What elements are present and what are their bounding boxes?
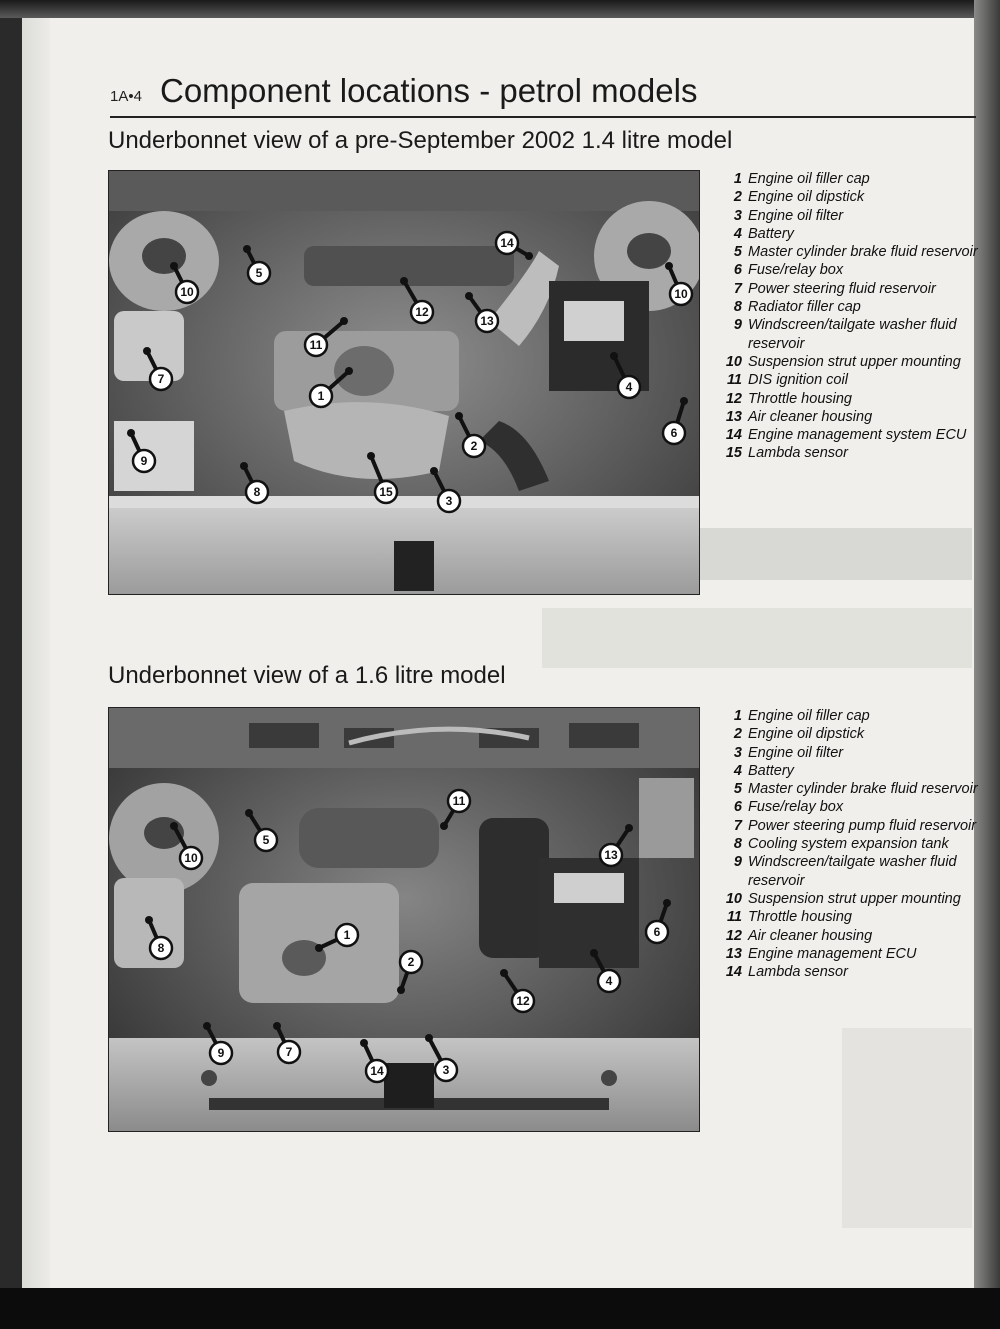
- legend-item: [718, 725, 980, 743]
- callout-number: 5: [262, 833, 270, 847]
- legend-item: [718, 225, 980, 243]
- legend-label: Suspension strut upper mounting: [748, 890, 961, 907]
- legend-number: 3: [733, 207, 742, 224]
- legend-item: [718, 927, 980, 945]
- legend-label: Cooling system expansion tank: [748, 836, 949, 853]
- legend-number: 5: [733, 781, 742, 798]
- callout-arrow-head: [367, 452, 375, 460]
- callout-arrow-head: [340, 317, 348, 325]
- legend-item: [718, 243, 980, 261]
- legend-label: Air cleaner housing: [748, 927, 873, 944]
- legend-label: Suspension strut upper mounting: [748, 353, 961, 370]
- legend-label: Engine oil filler cap: [748, 171, 870, 187]
- page-reference: 1A•4: [110, 88, 142, 105]
- callout-arrow-head: [610, 352, 618, 360]
- callout-number: 4: [605, 974, 613, 988]
- callout-number: 11: [309, 338, 323, 352]
- legend-label: Lambda sensor: [748, 964, 848, 981]
- legend-number: 13: [725, 945, 742, 962]
- show-through-band: [542, 608, 972, 668]
- legend-1: [718, 170, 980, 463]
- callout-number: 3: [445, 494, 453, 508]
- callout-number: 7: [285, 1045, 293, 1059]
- legend-item: [718, 744, 980, 762]
- legend-number: 6: [733, 799, 742, 816]
- legend-number: 14: [725, 964, 742, 981]
- callout-arrow-head: [315, 944, 323, 952]
- legend-number: 11: [726, 372, 742, 389]
- callout-arrow-head: [525, 252, 533, 260]
- legend-label: Engine management system ECU: [748, 427, 967, 444]
- legend-item: [718, 261, 980, 279]
- legend-label: Power steering fluid reservoir: [748, 280, 936, 297]
- legend-label: Windscreen/tailgate washer fluid reservoir: [748, 317, 957, 352]
- legend-item: [718, 444, 980, 462]
- callout-number: 15: [379, 485, 393, 499]
- legend-label: Lambda sensor: [748, 445, 848, 462]
- callout-number: 14: [370, 1064, 384, 1078]
- legend-number: 10: [725, 353, 742, 370]
- legend-label: Battery: [748, 762, 794, 779]
- callout-arrow-head: [143, 347, 151, 355]
- callout-number: 2: [470, 439, 478, 453]
- legend-number: 7: [733, 817, 742, 834]
- callout-number: 1: [343, 928, 351, 942]
- callout-arrow-head: [465, 292, 473, 300]
- legend-item: [718, 426, 980, 444]
- legend-label: Engine oil dipstick: [748, 189, 865, 206]
- callout-arrow-head: [665, 262, 673, 270]
- callout-number: 8: [253, 485, 261, 499]
- page-header: [110, 72, 976, 118]
- section-title-2: Underbonnet view of a 1.6 litre model: [108, 662, 506, 689]
- legend-label: Engine oil filter: [748, 744, 844, 761]
- legend-label: Throttle housing: [748, 390, 852, 407]
- callout-number: 10: [674, 287, 688, 301]
- legend-label: Master cylinder brake fluid reservoir: [748, 781, 978, 798]
- legend-number: 8: [733, 836, 742, 853]
- legend-label: Engine oil dipstick: [748, 726, 865, 743]
- legend-number: 7: [733, 280, 742, 297]
- legend-number: 15: [725, 445, 742, 462]
- callout-number: 10: [184, 851, 198, 865]
- callout-number: 1: [317, 389, 325, 403]
- legend-number: 8: [733, 299, 742, 316]
- legend-number: 9: [733, 317, 742, 334]
- callout-arrow-head: [440, 822, 448, 830]
- legend-item: [718, 780, 980, 798]
- scan-top-edge: [0, 0, 1000, 18]
- callout-number: 7: [157, 372, 165, 386]
- callout-number: 14: [500, 236, 514, 250]
- legend-item: [718, 853, 980, 890]
- callout-number: 11: [452, 794, 466, 808]
- page-binding-shadow: [22, 18, 50, 1288]
- callout-number: 6: [653, 925, 661, 939]
- legend-number: 4: [733, 225, 742, 242]
- legend-item: [718, 207, 980, 225]
- legend-item: [718, 707, 980, 725]
- callout-arrow-head: [430, 467, 438, 475]
- legend-label: Engine oil filler cap: [748, 708, 870, 724]
- legend-item: [718, 188, 980, 206]
- callout-arrow-head: [243, 245, 251, 253]
- callout-arrow-head: [680, 397, 688, 405]
- legend-item: [718, 390, 980, 408]
- legend-label: Air cleaner housing: [748, 408, 873, 425]
- legend-item: [718, 762, 980, 780]
- legend-number: 2: [733, 189, 742, 206]
- legend-item: [718, 798, 980, 816]
- callout-arrow-head: [663, 899, 671, 907]
- callout-arrow-head: [170, 822, 178, 830]
- callout-arrow-head: [245, 809, 253, 817]
- legend-number: 6: [733, 262, 742, 279]
- callout-arrow-head: [500, 969, 508, 977]
- callout-arrow-head: [625, 824, 633, 832]
- legend-label: Fuse/relay box: [748, 799, 844, 816]
- legend-item: [718, 316, 980, 353]
- callout-arrow-head: [455, 412, 463, 420]
- callout-number: 8: [157, 941, 165, 955]
- callout-number: 5: [255, 266, 263, 280]
- engine-photo-2: [108, 707, 700, 1132]
- legend-label: Engine oil filter: [748, 207, 844, 224]
- callout-arrow-head: [240, 462, 248, 470]
- legend-item: [718, 408, 980, 426]
- legend-number: 12: [725, 390, 742, 407]
- callout-number: 9: [217, 1046, 225, 1060]
- legend-number: 12: [725, 927, 742, 944]
- callout-arrow-head: [397, 986, 405, 994]
- callout-number: 13: [604, 848, 618, 862]
- callout-number: 2: [407, 955, 415, 969]
- legend-number: 5: [733, 244, 742, 261]
- legend-number: 3: [733, 744, 742, 761]
- legend-label: Windscreen/tailgate washer fluid reservoir: [748, 854, 957, 889]
- engine-photo-1: [108, 170, 700, 595]
- legend-label: Battery: [748, 225, 794, 242]
- legend-item: [718, 170, 980, 188]
- callout-number: 10: [180, 285, 194, 299]
- legend-item: [718, 963, 980, 981]
- legend-label: Power steering pump fluid reservoir: [748, 817, 977, 834]
- legend-label: Radiator filler cap: [748, 299, 861, 316]
- legend-number: 9: [733, 854, 742, 871]
- callout-arrow-head: [590, 949, 598, 957]
- callout-number: 3: [442, 1063, 450, 1077]
- callout-number: 4: [625, 380, 633, 394]
- callout-number: 9: [140, 454, 148, 468]
- section-title-1: Underbonnet view of a pre-September 2002 1.4 litre model: [108, 127, 733, 154]
- legend-item: [718, 371, 980, 389]
- legend-number: 4: [733, 762, 742, 779]
- legend-number: 11: [726, 909, 742, 926]
- legend-item: [718, 890, 980, 908]
- callout-arrow-head: [425, 1034, 433, 1042]
- legend-item: [718, 945, 980, 963]
- legend-label: Engine management ECU: [748, 945, 917, 962]
- legend-label: Fuse/relay box: [748, 262, 844, 279]
- legend-item: [718, 908, 980, 926]
- callout-arrow-head: [145, 916, 153, 924]
- legend-number: 1: [733, 708, 742, 724]
- legend-number: 10: [725, 890, 742, 907]
- callout-number: 12: [516, 994, 530, 1008]
- legend-item: [718, 280, 980, 298]
- legend-number: 2: [733, 726, 742, 743]
- legend-item: [718, 298, 980, 316]
- callout-number: 13: [480, 314, 494, 328]
- callout-arrow-head: [273, 1022, 281, 1030]
- callout-arrow-head: [360, 1039, 368, 1047]
- legend-label: Master cylinder brake fluid reservoir: [748, 244, 978, 261]
- legend-number: 13: [725, 408, 742, 425]
- show-through-band: [842, 1028, 972, 1228]
- legend-item: [718, 835, 980, 853]
- legend-label: Throttle housing: [748, 909, 852, 926]
- callout-arrow-head: [203, 1022, 211, 1030]
- legend-2: [718, 707, 980, 981]
- callout-number: 12: [415, 305, 429, 319]
- scan-bottom-edge: [0, 1288, 1000, 1329]
- callout-arrow-head: [170, 262, 178, 270]
- legend-label: DIS ignition coil: [748, 372, 848, 389]
- legend-number: 1: [733, 171, 742, 187]
- legend-item: [718, 353, 980, 371]
- callout-arrow-head: [400, 277, 408, 285]
- callout-arrow-head: [345, 367, 353, 375]
- legend-item: [718, 817, 980, 835]
- legend-number: 14: [725, 427, 742, 444]
- page-title: Component locations - petrol models: [160, 72, 698, 109]
- callout-number: 6: [670, 426, 678, 440]
- callout-arrow-head: [127, 429, 135, 437]
